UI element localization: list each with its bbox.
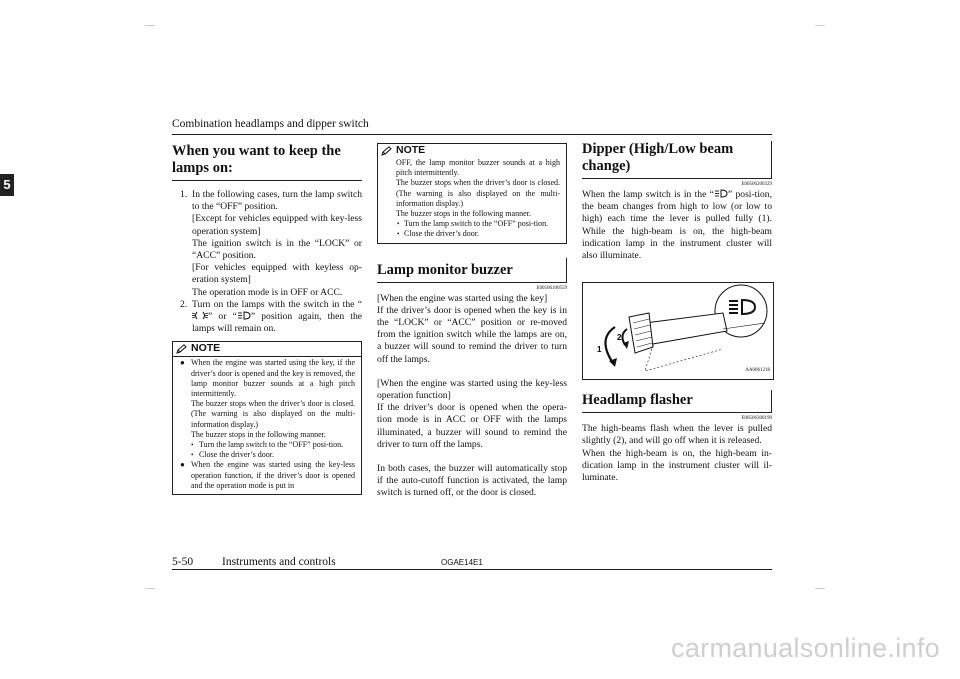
note-line-3: The buzzer stops in the following manner. [396, 209, 531, 219]
page-number: 5-50 [172, 556, 194, 568]
heading-lamp-monitor-buzzer: Lamp monitor buzzer [377, 261, 513, 278]
note-sub-2: • Close the driver’s door. [191, 450, 274, 460]
step-1: 1. In the following cases, turn the lamp switch to the “OFF” position. [180, 189, 362, 213]
section-heading-flasher [582, 390, 772, 413]
section-code: E00506300199 [741, 416, 772, 422]
footer-chapter-title: Instruments and controls [222, 556, 336, 568]
para-keyless-started: [When the engine was started using the key-less operation function] [377, 377, 567, 402]
heading-keep-lamps-on: When you want to keep the lamps on: [172, 143, 341, 176]
step-1-mode: The operation mode is in OFF or ACC. [192, 286, 343, 298]
column-1 [172, 141, 362, 495]
note-bullet-1: ● When the engine was started using the key, if the driver’s door is opened and the key is removed, the lamp monitor buzzer sounds at a high pitch intermittently. [180, 358, 355, 399]
note-stop-text: The buzzer stops when the driver’s door is closed. (The warning is also displayed on the multi-information display.) [191, 399, 355, 429]
footer-code: OGAE14E1 [441, 558, 483, 567]
running-header: Combination headlamps and dipper switch [172, 118, 369, 130]
crop-mark [145, 25, 155, 26]
note-body [173, 357, 361, 494]
heading-dipper: Dipper (High/Low beam change) [582, 141, 734, 174]
figure-label-1: 1 [597, 345, 602, 355]
note-bullet-2: ● When the engine was started using the key-less operation function, if the driver’s door is opened and the operation mode is put in [180, 460, 355, 490]
crop-mark [145, 588, 155, 589]
crop-mark [815, 588, 825, 589]
para-key-warning: If the driver’s door is opened when the key is in the “LOCK” or “ACC” position or re-moved from the ignition switch while the lamps are on, a buzzer will sound to remind the driver to turn off the lamps. [377, 304, 567, 365]
steps-list [172, 189, 362, 335]
note-pencil-icon [381, 146, 392, 156]
column-2 [377, 141, 567, 500]
step-1-ignition: The ignition switch is in the “LOCK” or “ACC” position. [192, 237, 362, 262]
note-manner-text: The buzzer stops in the following manner. [191, 429, 326, 439]
note-pencil-icon [176, 344, 187, 354]
section-heading-dipper [582, 141, 772, 179]
step-1-except: [Except for vehicles equipped with key-less operation system] [192, 213, 362, 237]
note-line-2: The buzzer stops when the driver’s door is closed. (The warning is also displayed on the multi-information display.) [396, 178, 560, 208]
note-label: NOTE [396, 144, 426, 156]
section-code: E00506100559 [536, 285, 567, 291]
note-header-2 [378, 144, 566, 158]
note-header [173, 342, 361, 357]
step-2: 2. Turn on the lamps with the switch in the “” or “ ” position again, then the lamps will remain on. [180, 298, 362, 335]
section-code: E00506200329 [741, 182, 772, 187]
note-sub-1: • Turn the lamp switch to the “OFF” posi-tion. [397, 219, 549, 229]
dipper-lever-figure [582, 282, 774, 380]
section-heading-lamp-monitor [377, 258, 567, 283]
footer-rule [172, 569, 772, 570]
column-3 [582, 141, 772, 484]
heading-headlamp-flasher: Headlamp flasher [582, 392, 693, 409]
para-flasher: The high-beams flash when the lever is pulled slightly (2), and will go off when it is released. [582, 423, 772, 447]
note-body-2 [378, 158, 566, 243]
note-box-2 [377, 143, 567, 244]
position-lamp-icon [192, 311, 208, 320]
para-high-beam-lamp: When the high-beam is on, the high-beam in-dication lamp in the instrument cluster will il-luminate. [582, 447, 772, 484]
chapter-tab: 5 [0, 174, 14, 196]
note-sub-2: • Close the driver’s door. [397, 229, 479, 239]
watermark-text: carmanualsonline.info [671, 633, 940, 663]
para-keyless-warning: If the driver’s door is opened when the opera-tion mode is in ACC or OFF with the lamps illuminated, a buzzer will sound to remind the driver to turn off the lamps. [377, 402, 567, 450]
note-box-1 [172, 341, 362, 495]
para-dipper: When the lamp switch is in the “ ” posi-tion, the beam changes from high to low (or low to high) each time the lever is pulled fully (1). While the high-beam is on, the high-beam indication lamp in the instrument cluster will also illuminate. [582, 189, 772, 262]
headlamp-icon [237, 311, 251, 320]
section-heading-keep-lamps [172, 143, 362, 181]
crop-mark [815, 25, 825, 26]
header-rule [172, 134, 772, 135]
figure-code: AA0061218 [745, 368, 770, 374]
note-label: NOTE [191, 342, 221, 355]
note-line-1: OFF, the lamp monitor buzzer sounds at a high pitch intermittently. [396, 158, 560, 178]
note-sub-1: • Turn the lamp switch to the “OFF” posi-tion. [191, 440, 344, 450]
figure-label-2: 2 [617, 333, 622, 343]
para-auto-stop: In both cases, the buzzer will automatically stop if the auto-cutoff function is activated, the lamp switch is turned off, or the door is closed. [377, 463, 567, 499]
step-1-keyless: [For vehicles equipped with keyless op-eration system] [192, 262, 362, 286]
high-beam-indicator-icon [729, 300, 755, 314]
headlamp-icon [714, 189, 728, 198]
para-key-started: [When the engine was started using the key] [377, 292, 548, 304]
